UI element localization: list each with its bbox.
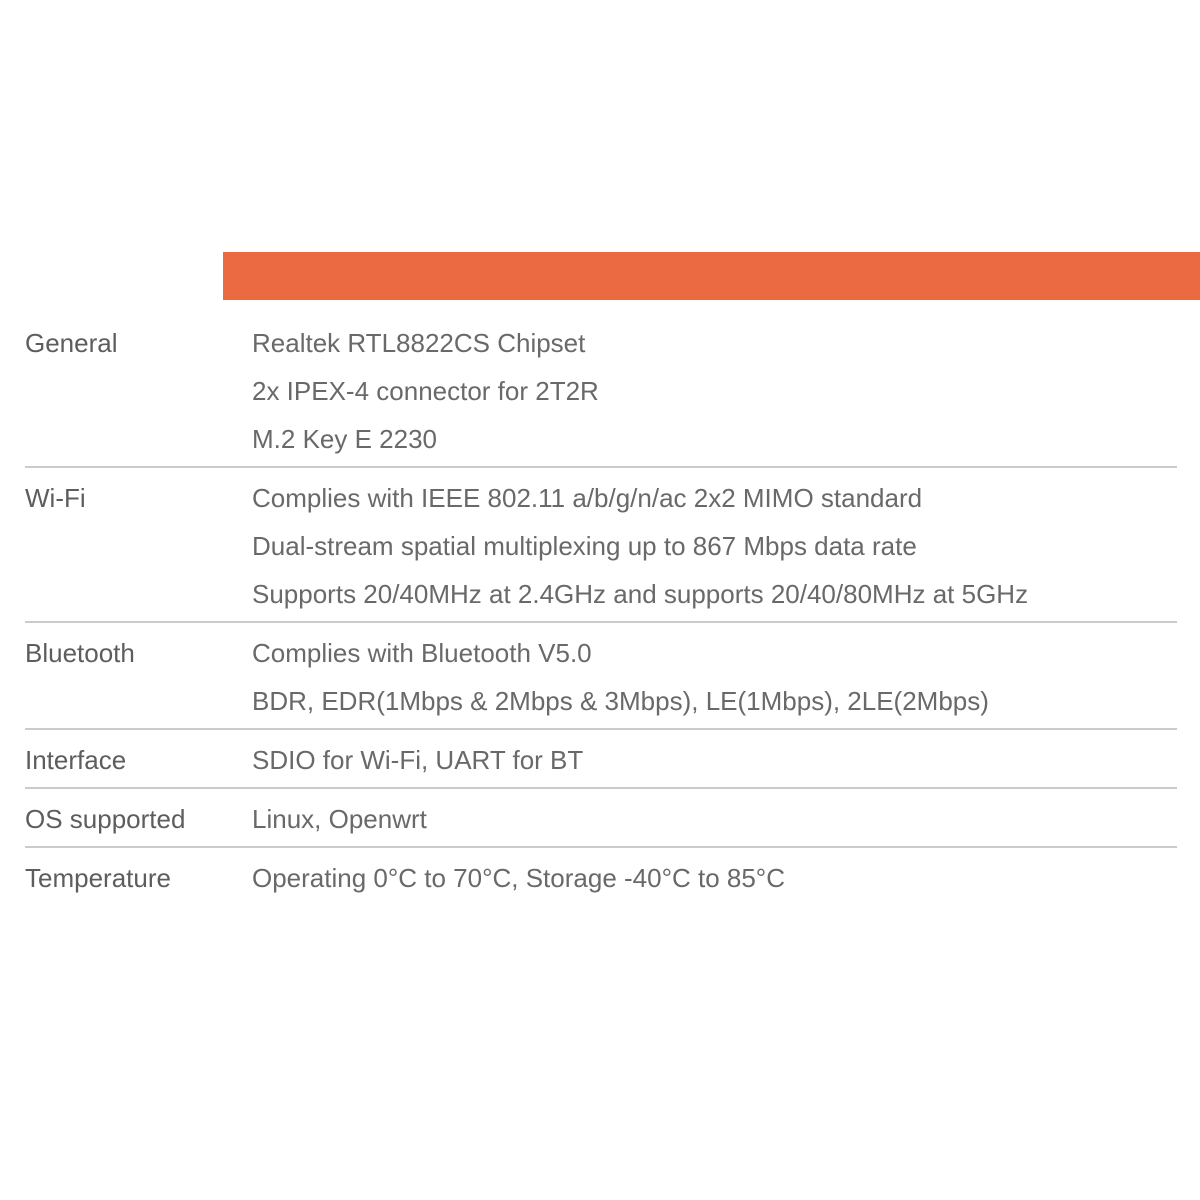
- spec-value-line: SDIO for Wi-Fi, UART for BT: [252, 745, 584, 775]
- spec-value-line: Realtek RTL8822CS Chipset: [252, 328, 586, 358]
- spec-value-line: Dual-stream spatial multiplexing up to 867 Mbps data rate: [252, 531, 917, 561]
- spec-row-label: Temperature: [25, 863, 171, 893]
- spec-row-values: [252, 795, 1177, 843]
- spec-value-line: 2x IPEX-4 connector for 2T2R: [252, 376, 599, 406]
- spec-value-line: BDR, EDR(1Mbps & 2Mbps & 3Mbps), LE(1Mbps), 2LE(2Mbps): [252, 686, 989, 716]
- spec-row-label: OS supported: [25, 804, 186, 834]
- spec-row-label: Bluetooth: [25, 638, 135, 668]
- spec-value-line: M.2 Key E 2230: [252, 424, 437, 454]
- spec-row-values: [252, 629, 1177, 725]
- spec-row-values: [252, 736, 1177, 784]
- spec-row: [25, 730, 1177, 789]
- spec-row-label: General: [25, 328, 118, 358]
- spec-value-line: Complies with Bluetooth V5.0: [252, 638, 592, 668]
- spec-row-values: [252, 474, 1177, 618]
- spec-row-label: Wi-Fi: [25, 483, 86, 513]
- spec-row-values: [252, 854, 1177, 902]
- accent-banner: [223, 252, 1200, 300]
- spec-row-values: [252, 319, 1177, 463]
- spec-row-label: Interface: [25, 745, 127, 775]
- spec-value-line: Linux, Openwrt: [252, 804, 427, 834]
- spec-row: [25, 468, 1177, 623]
- spec-row: [25, 848, 1177, 905]
- spec-value-line: Operating 0°C to 70°C, Storage -40°C to 85°C: [252, 863, 785, 893]
- spec-value-line: Supports 20/40MHz at 2.4GHz and supports 20/40/80MHz at 5GHz: [252, 579, 1029, 609]
- spec-row: [25, 300, 1177, 468]
- spec-row: [25, 623, 1177, 730]
- spec-table: [25, 300, 1177, 905]
- spec-value-line: Complies with IEEE 802.11 a/b/g/n/ac 2x2 MIMO standard: [252, 483, 923, 513]
- spec-row: [25, 789, 1177, 848]
